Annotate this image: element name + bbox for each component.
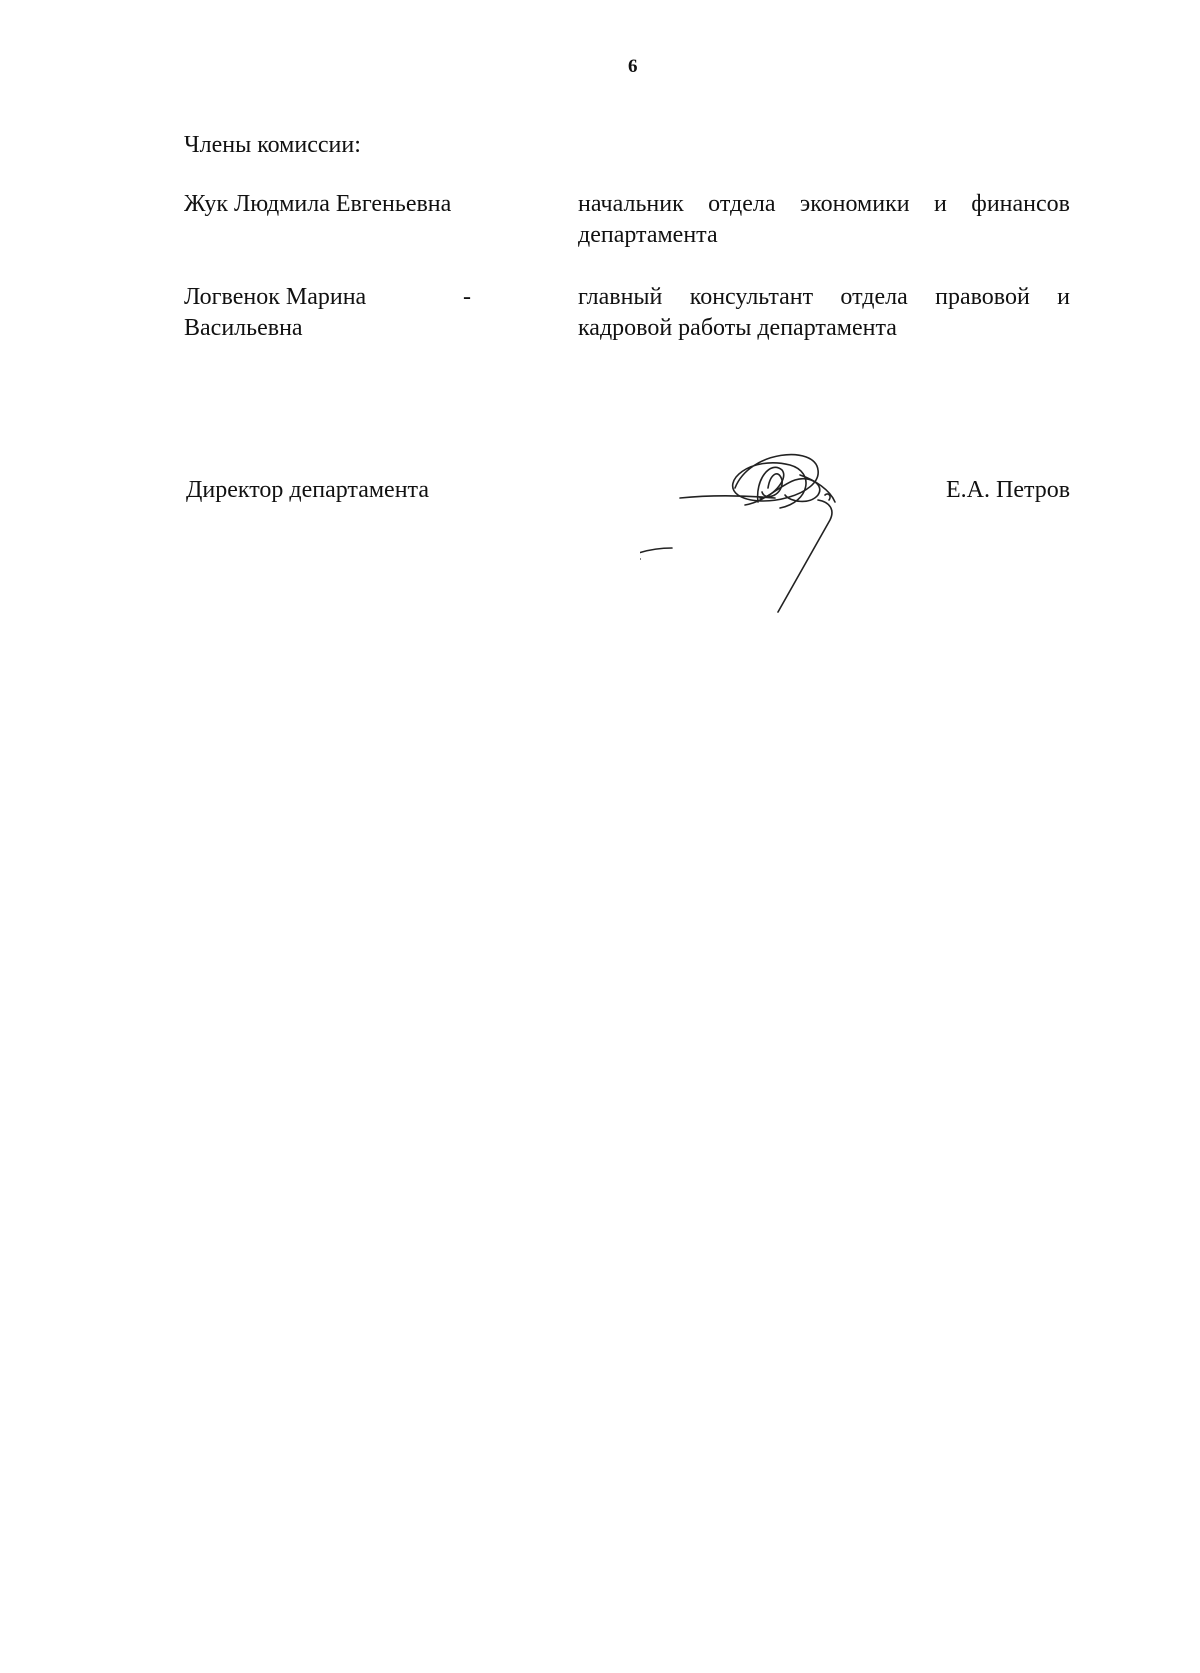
signature-image — [640, 440, 900, 640]
member-name: Логвенок Марина Васильевна — [184, 284, 367, 341]
director-name: Е.А. Петров — [946, 477, 1071, 503]
director-title: Директор департамента — [186, 477, 429, 503]
member-dash: - — [463, 284, 471, 310]
member-position: главный консультант отдела правовой и кадровой работы департамента — [578, 284, 1070, 341]
member-name: Жук Людмила Евгеньевна — [184, 191, 452, 217]
members-heading: Члены комиссии: — [184, 132, 361, 158]
page-number: 6 — [628, 56, 638, 77]
member-position: начальник отдела экономики и финансов департамента — [578, 191, 1070, 248]
